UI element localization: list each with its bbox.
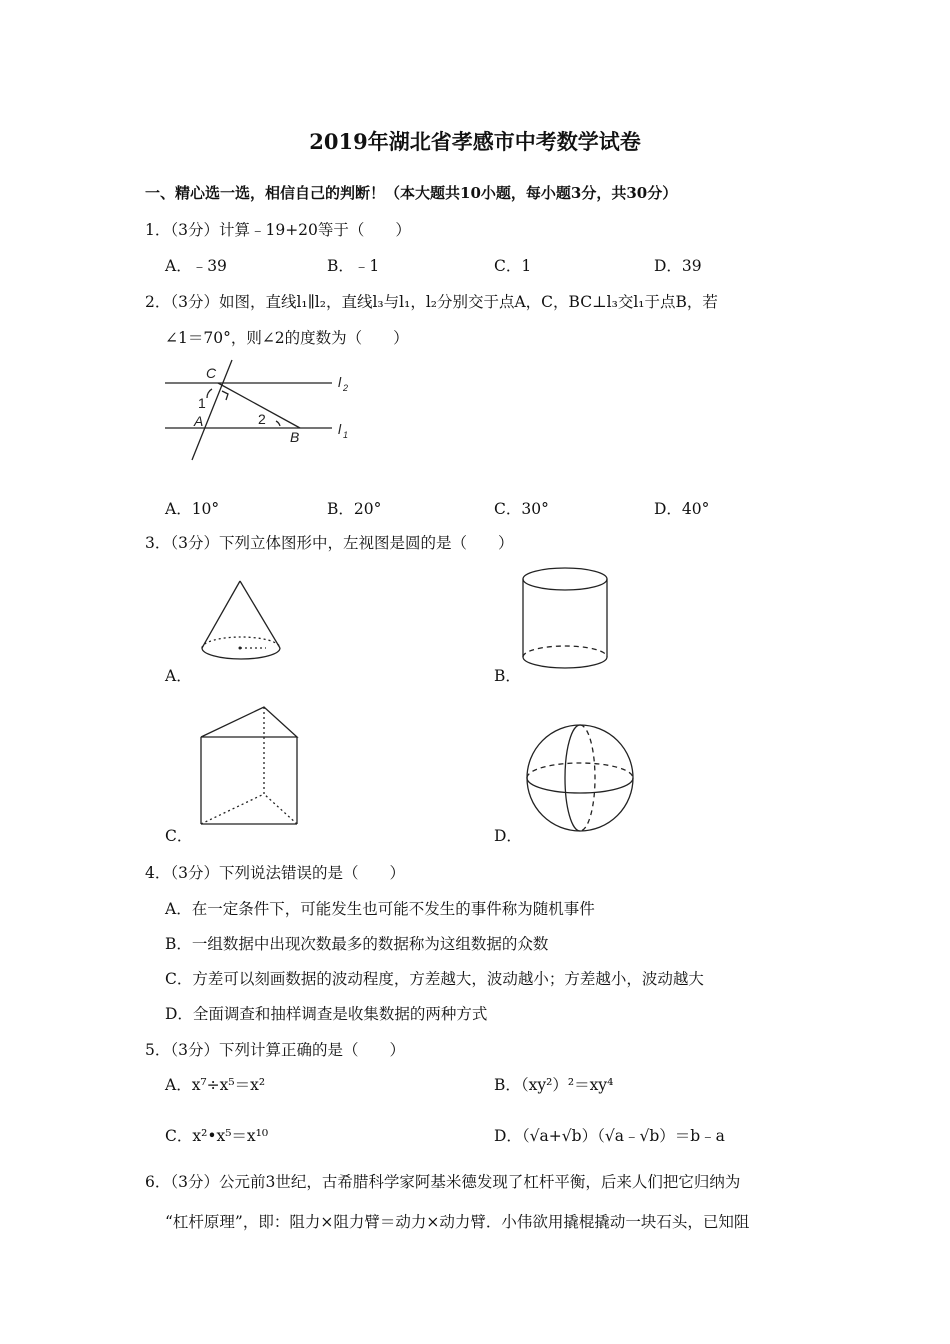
cylinder-figure xyxy=(520,565,612,677)
label-a: A xyxy=(194,413,204,429)
label-l1: l xyxy=(338,421,342,437)
q3-option-c: C． xyxy=(165,827,193,845)
q5-option-a: A．x⁷÷x⁵＝x² xyxy=(165,1076,266,1094)
question-1-stem: 1．（3分）计算﹣19+20等于（ ） xyxy=(145,221,411,239)
q5-option-d: D．（√a+√b）（√a﹣√b）＝b﹣a xyxy=(494,1127,725,1145)
sphere-figure xyxy=(524,722,636,834)
question-5-stem: 5．（3分）下列计算正确的是（ ） xyxy=(145,1041,405,1059)
label-l2-sub: 2 xyxy=(343,383,349,393)
q1-option-a: A．﹣39 xyxy=(165,257,227,275)
q1-option-c: C．1 xyxy=(494,257,532,275)
q5-option-b: B．（xy²）²＝xy⁴ xyxy=(494,1076,614,1094)
q5-option-c: C．x²•x⁵＝x¹⁰ xyxy=(165,1127,269,1145)
q4-option-a: A．在一定条件下，可能发生也可能不发生的事件称为随机事件 xyxy=(165,900,595,918)
q2-option-d: D．40° xyxy=(654,500,710,518)
angle-1-label: 1 xyxy=(198,395,206,411)
q2-option-a: A．10° xyxy=(165,500,220,518)
q3-option-b: B． xyxy=(494,667,521,685)
q3-option-d: D． xyxy=(494,827,522,845)
angle-2-label: 2 xyxy=(258,411,266,427)
q1-option-b: B．﹣1 xyxy=(327,257,380,275)
section-heading: 一、精心选一选，相信自己的判断！（本大题共10小题，每小题3分，共30分） xyxy=(145,184,678,202)
label-l2: l xyxy=(338,374,342,390)
question-2-stem-line2: ∠1＝70°，则∠2的度数为（ ） xyxy=(165,329,409,347)
cone-figure xyxy=(196,578,288,670)
q2-option-c: C．30° xyxy=(494,500,549,518)
q3-option-a: A． xyxy=(165,667,192,685)
question-4-stem: 4．（3分）下列说法错误的是（ ） xyxy=(145,864,405,882)
label-l1-sub: 1 xyxy=(343,430,349,440)
q4-option-d: D．全面调查和抽样调查是收集数据的两种方式 xyxy=(165,1005,488,1023)
question-6-line1: 6．（3分）公元前3世纪，古希腊科学家阿基米德发现了杠杆平衡，后来人们把它归纳为 xyxy=(145,1173,741,1191)
question-6-line2: “杠杆原理”，即：阻力×阻力臂＝动力×动力臂．小伟欲用撬棍撬动一块石头，已知阻 xyxy=(165,1213,750,1231)
label-b: B xyxy=(290,429,300,445)
triangular-prism-figure xyxy=(198,704,300,828)
label-c: C xyxy=(206,365,217,381)
question-2-stem-line1: 2．（3分）如图，直线l₁∥l₂，直线l₃与l₁，l₂分别交于点A，C，BC⊥l₃交l₁于点B，若 xyxy=(145,293,718,311)
parallel-lines-figure xyxy=(160,356,370,466)
q4-option-b: B．一组数据中出现次数最多的数据称为这组数据的众数 xyxy=(165,935,549,953)
q2-option-b: B．20° xyxy=(327,500,382,518)
question-3-stem: 3．（3分）下列立体图形中，左视图是圆的是（ ） xyxy=(145,534,514,552)
q4-option-c: C．方差可以刻画数据的波动程度，方差越大，波动越小；方差越小，波动越大 xyxy=(165,970,704,988)
page-title: 2019年湖北省孝感市中考数学试卷 xyxy=(309,129,641,154)
q1-option-d: D．39 xyxy=(654,257,702,275)
